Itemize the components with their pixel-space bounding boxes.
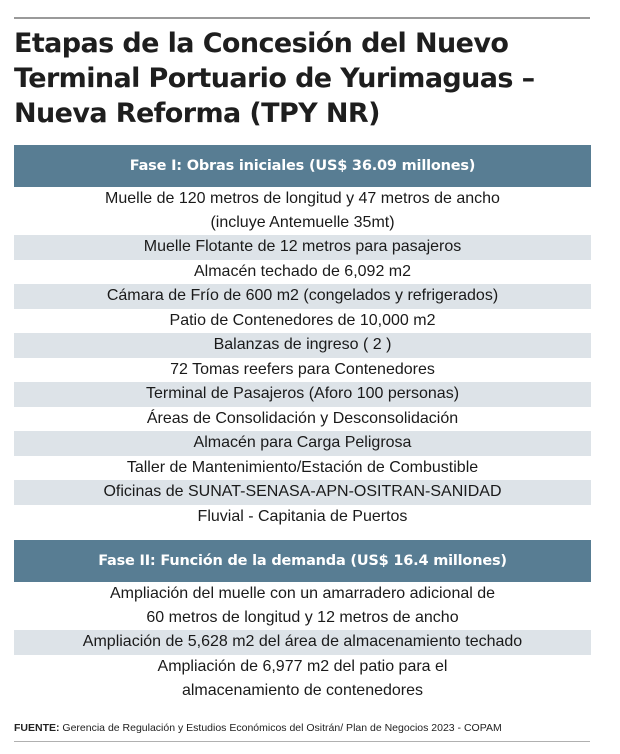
page-title xyxy=(14,26,594,131)
phase1-item xyxy=(14,260,591,285)
title-line-2: Terminal Portuario de Yurimaguas – xyxy=(14,63,535,94)
phase1-item-text: 72 Tomas reefers para Contenedores xyxy=(170,360,435,378)
phase1-item-text: Fluvial - Capitania de Puertos xyxy=(197,507,408,525)
phase2-item-text: Ampliación de 5,628 m2 del área de almacenamiento techado xyxy=(82,633,523,650)
phase1-item xyxy=(14,456,591,481)
phase1-item xyxy=(14,187,591,235)
phase1-item xyxy=(14,235,591,260)
phase2-header: Fase II: Función de la demanda (US$ 16.4 millones) xyxy=(14,540,591,582)
phase1-item xyxy=(14,358,591,383)
phase2-item xyxy=(14,582,591,630)
phase2-item-text: almacenamiento de contenedores xyxy=(181,681,424,699)
source-label: FUENTE: xyxy=(14,722,60,734)
phase1-item xyxy=(14,505,591,530)
phase2-rows xyxy=(14,582,591,703)
phase1-item-text: Muelle Flotante de 12 metros para pasajeros xyxy=(143,238,462,255)
phase1-item xyxy=(14,382,591,407)
phase1-item-text: Taller de Mantenimiento/Estación de Combustible xyxy=(126,458,479,476)
phase1-item xyxy=(14,407,591,432)
phase1-item-text: Almacén techado de 6,092 m2 xyxy=(193,262,412,280)
source-note xyxy=(14,722,502,734)
top-rule xyxy=(14,17,590,19)
phase2-item xyxy=(14,655,591,703)
phase1-rows xyxy=(14,187,591,529)
phase2-item-text: Ampliación de 6,977 m2 del patio para el xyxy=(157,657,448,675)
phase1-item-text: Áreas de Consolidación y Desconsolidación xyxy=(146,409,459,427)
phase2-item-text: 60 metros de longitud y 12 metros de ancho xyxy=(146,609,459,626)
phase1-item xyxy=(14,480,591,505)
phase2-item xyxy=(14,630,591,655)
phase2-table xyxy=(14,540,591,703)
title-line-1: Etapas de la Concesión del Nuevo xyxy=(14,28,509,59)
phase1-item-text: Muelle de 120 metros de longitud y 47 metros de ancho xyxy=(105,190,500,207)
title-line-3: Nueva Reforma (TPY NR) xyxy=(14,98,380,129)
phase1-item-text: (incluye Antemuelle 35mt) xyxy=(210,214,395,231)
phase2-item-text: Ampliación del muelle con un amarradero adicional de xyxy=(109,585,496,602)
phase1-item-text: Patio de Contenedores de 10,000 m2 xyxy=(169,311,436,329)
phase1-item-text: Almacén para Carga Peligrosa xyxy=(193,434,412,451)
phase1-item xyxy=(14,431,591,456)
phase1-item-text: Cámara de Frío de 600 m2 (congelados y refrigerados) xyxy=(106,287,499,304)
phase1-header: Fase I: Obras iniciales (US$ 36.09 millones) xyxy=(14,145,591,187)
phase1-item-text: Oficinas de SUNAT-SENASA-APN-OSITRAN-SANIDAD xyxy=(103,483,502,500)
phase1-table xyxy=(14,145,591,529)
phase1-item xyxy=(14,309,591,334)
bottom-rule xyxy=(14,741,590,742)
phase1-item-text: Terminal de Pasajeros (Aforo 100 personas) xyxy=(145,385,460,402)
phase1-item-text: Balanzas de ingreso ( 2 ) xyxy=(213,336,392,353)
source-text: Gerencia de Regulación y Estudios Económicos del Ositrán/ Plan de Negocios 2023 - COPAM xyxy=(59,722,502,734)
phase1-item xyxy=(14,333,591,358)
phase1-item xyxy=(14,284,591,309)
